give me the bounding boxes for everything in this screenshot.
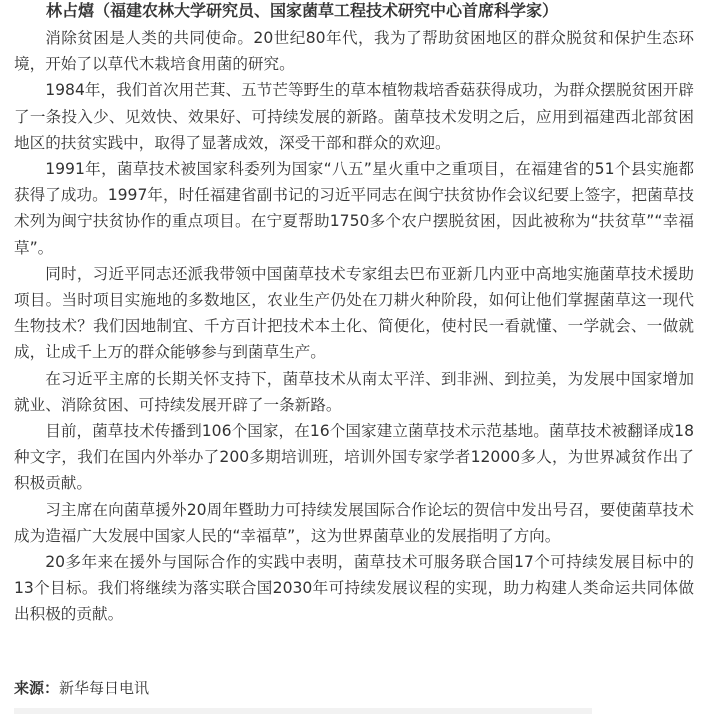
paragraph-7: 习主席在向菌草援外20周年暨助力可持续发展国际合作论坛的贺信中发出号召，要使菌草技术成为造福广大发展中国家人民的“幸福草”，这为世界菌草业的发展指明了方向。 <box>14 500 694 545</box>
paragraph-4: 同时，习近平同志还派我带领中国菌草技术专家组去巴布亚新几内亚中高地实施菌草技术援助项目。当时项目实施地的多数地区，农业生产仍处在刀耕火种阶段，如何让他们掌握菌草这一现代生物技术？我们因地制宜、千方百计把技术本土化、简便化，使村民一看就懂、一学就会、一做就成，让成千上万的群众能够参与到菌草生产。 <box>14 264 694 362</box>
paragraph-3: 1991年，菌草技术被国家科委列为国家“八五”星火重中之重项目，在福建省的51个县实施都获得了成功。1997年，时任福建省副书记的习近平同志在闽宁扶贫协作会议纪要上签字，把菌草技术列为闽宁扶贫协作的重点项目。在宁夏帮助1750多个农户摆脱贫困，因此被称为“扶贫草”“幸福草”。 <box>14 160 694 257</box>
article-body <box>14 0 694 628</box>
paragraph-2: 1984年，我们首次用芒萁、五节芒等野生的草本植物栽培香菇获得成功，为群众摆脱贫困开辟了一条投入少、见效快、效果好、可持续发展的新路。菌草技术发明之后，应用到福建西北部贫困地区的扶贫实践中，取得了显著成效，深受干部和群众的欢迎。 <box>14 81 694 152</box>
source-line <box>14 677 149 699</box>
paragraph-1: 消除贫困是人类的共同使命。20世纪80年代，我为了帮助贫困地区的群众脱贫和保护生态环境，开始了以草代木栽培食用菌的研究。 <box>14 29 694 74</box>
divider <box>14 708 592 714</box>
paragraph-8: 20多年来在援外与国际合作的实践中表明，菌草技术可服务联合国17个可持续发展目标中的13个目标。我们将继续为落实联合国2030年可持续发展议程的实现，助力构建人类命运共同体做出积极的贡献。 <box>14 553 694 624</box>
source-value: 新华每日电讯 <box>59 679 150 697</box>
paragraph-5: 在习近平主席的长期关怀支持下，菌草技术从南太平洋、到非洲、到拉美，为发展中国家增加就业、消除贫困、可持续发展开辟了一条新路。 <box>14 369 694 414</box>
paragraph-6: 目前，菌草技术传播到106个国家，在16个国家建立菌草技术示范基地。菌草技术被翻译成18种文字，我们在国内外举办了200多期培训班，培训外国专家学者12000多人，为世界减贫作出了积极贡献。 <box>14 422 694 493</box>
author-byline: 林占熺（福建农林大学研究员、国家菌草工程技术研究中心首席科学家） <box>46 1 559 20</box>
source-label: 来源： <box>14 679 60 697</box>
